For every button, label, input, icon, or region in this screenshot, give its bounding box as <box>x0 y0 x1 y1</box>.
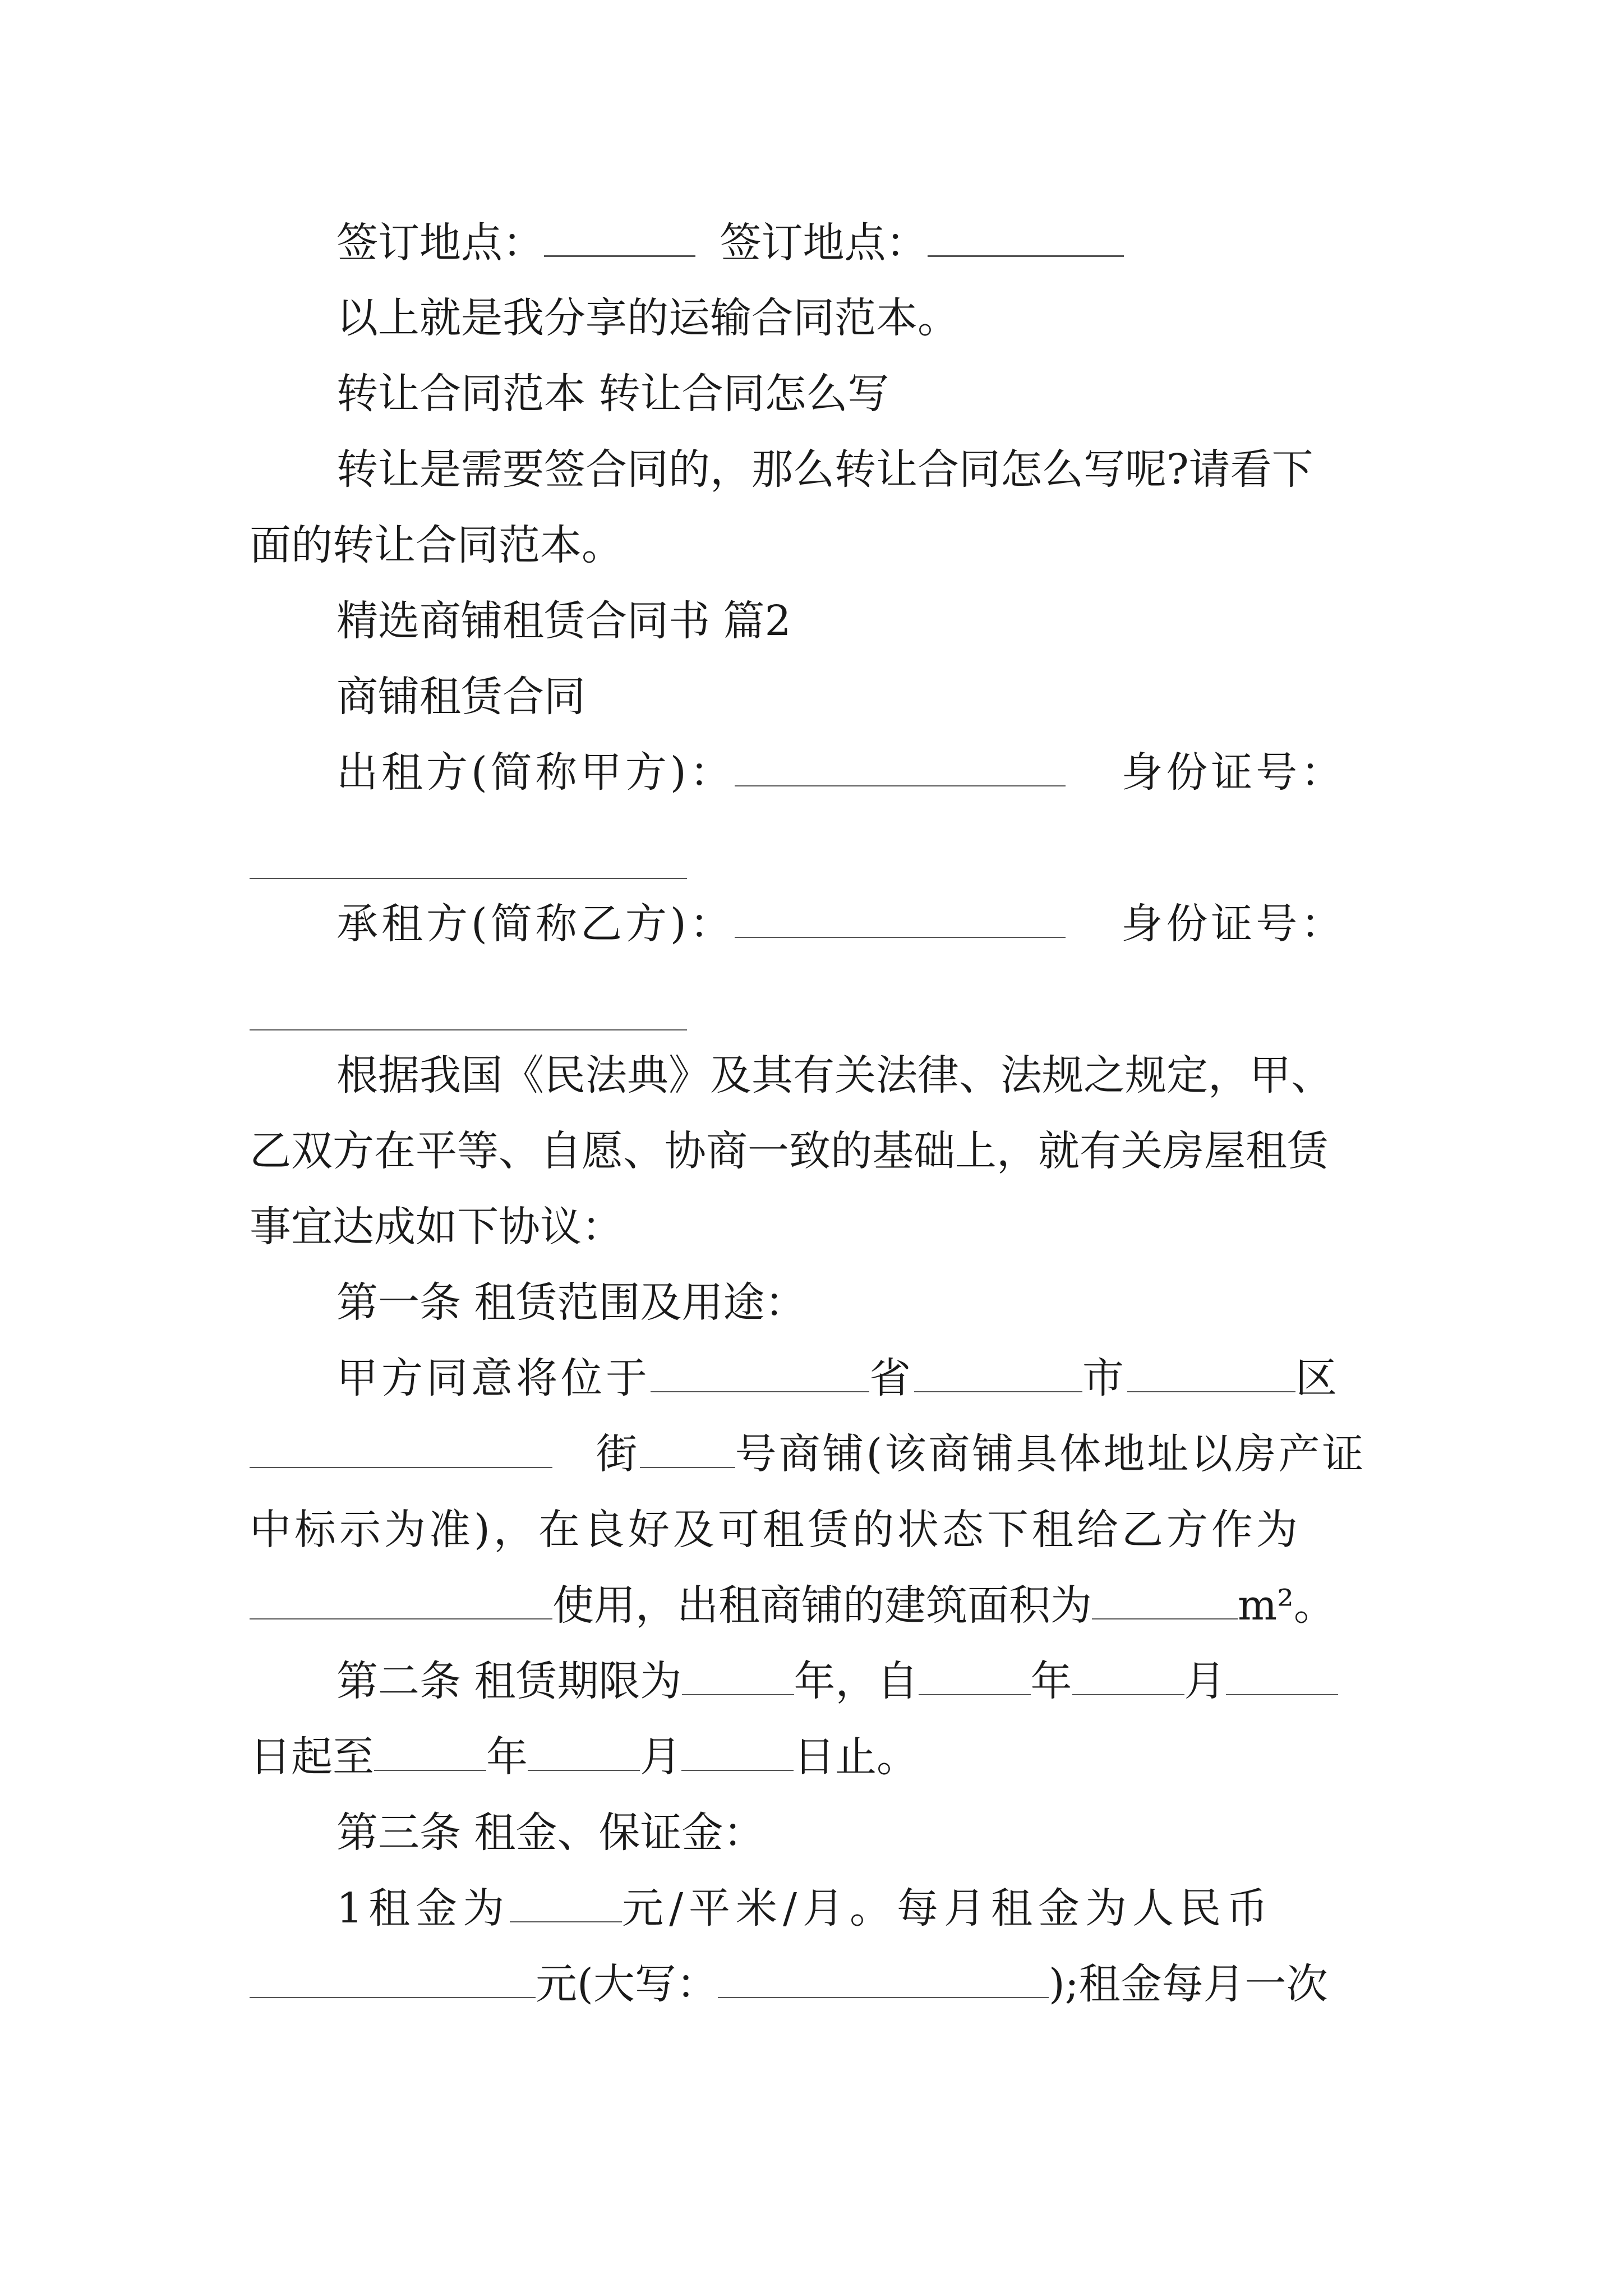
city-blank <box>914 1358 1082 1392</box>
lessor-name-blank <box>735 752 1066 786</box>
year-label: 年 <box>1030 1657 1072 1705</box>
lessee-id-label: 身份证号： <box>1121 900 1346 948</box>
from-day-blank <box>1226 1660 1338 1695</box>
shop-number-label: 号商铺(该商铺具体地址以房产证 <box>735 1430 1366 1478</box>
rent-line <box>336 1884 1274 1932</box>
rent-uppercase-blank <box>718 1963 1049 1998</box>
day-from-label: 日起至 <box>250 1733 374 1781</box>
from-month-blank <box>1072 1660 1184 1695</box>
address-label: 甲方同意将位于 <box>336 1354 651 1402</box>
area-unit: m²。 <box>1238 1581 1335 1630</box>
rent-per-sqm-blank <box>510 1888 622 1922</box>
lessee-name-blank <box>735 903 1066 938</box>
paragraph-line: 乙双方在平等、自愿、协商一致的基础上，就有关房屋租赁 <box>250 1127 1329 1175</box>
to-year-label: 年 <box>486 1733 528 1781</box>
lessor-id-line <box>250 844 687 886</box>
rent-amount-line <box>250 1960 1328 2008</box>
heading-line: 转让合同范本 转让合同怎么写 <box>336 370 889 418</box>
section-title: 精选商铺租赁合同书 篇2 <box>336 597 791 645</box>
article-2-end-line <box>250 1733 918 1781</box>
street-label: 街 <box>596 1430 640 1478</box>
from-year-blank <box>919 1660 1031 1695</box>
province-blank <box>651 1358 869 1392</box>
lessee-id-blank <box>250 1027 687 1030</box>
to-month-label: 月 <box>640 1733 681 1781</box>
paragraph-line: 转让是需要签合同的，那么转让合同怎么写呢?请看下 <box>336 445 1313 494</box>
lessor-id-label: 身份证号： <box>1121 748 1346 797</box>
district-label: 区 <box>1295 1354 1340 1402</box>
to-day-blank <box>681 1736 794 1771</box>
article-3-title: 第三条 租金、保证金： <box>336 1809 765 1857</box>
signing-place-line <box>336 219 1124 267</box>
rent-label: 1租金为 <box>336 1884 510 1932</box>
province-label: 省 <box>869 1354 914 1402</box>
lessee-line <box>336 900 1346 948</box>
address-line <box>336 1354 1340 1402</box>
rent-amount-blank <box>250 1963 536 1998</box>
contract-title: 商铺租赁合同 <box>336 673 585 721</box>
city-label: 市 <box>1082 1354 1127 1402</box>
signing-place-label-a: 签订地点： <box>336 219 544 267</box>
signing-place-label-b: 签订地点： <box>720 219 928 267</box>
number-blank <box>640 1433 735 1468</box>
lessee-id-line <box>250 996 687 1037</box>
term-years-blank <box>682 1660 794 1695</box>
paragraph-line: 根据我国《民法典》及其有关法律、法规之规定，甲、 <box>336 1051 1332 1099</box>
rent-payment-label: );租金每月一次 <box>1048 1960 1328 2008</box>
term-label: 第二条 租赁期限为 <box>336 1657 682 1705</box>
article-2-line <box>336 1657 1338 1705</box>
rent-amount-label: 元(大写： <box>536 1960 718 2008</box>
lessor-line <box>336 748 1346 797</box>
usage-blank <box>250 1585 552 1619</box>
usage-label: 使用，出租商铺的建筑面积为 <box>552 1581 1092 1630</box>
lessor-label: 出租方(简称甲方)： <box>336 748 735 797</box>
signing-place-blank-a <box>544 222 695 257</box>
rent-unit-label: 元/平米/月。每月租金为人民币 <box>622 1884 1274 1932</box>
article-1-title: 第一条 租赁范围及用途： <box>336 1278 806 1327</box>
paragraph-line: 面的转让合同范本。 <box>250 521 623 569</box>
lessor-id-blank <box>250 876 687 879</box>
area-blank <box>1092 1585 1238 1619</box>
from-year-label: 年，自 <box>794 1657 919 1705</box>
lessee-label: 承租方(简称乙方)： <box>336 900 735 948</box>
to-day-label: 日止。 <box>794 1733 918 1781</box>
month-label: 月 <box>1184 1657 1226 1705</box>
paragraph-line: 中标示为准)，在良好及可租赁的状态下租给乙方作为 <box>250 1506 1301 1554</box>
to-month-blank <box>528 1736 640 1771</box>
usage-line <box>250 1581 1335 1630</box>
paragraph-line: 以上就是我分享的运输合同范本。 <box>336 294 959 342</box>
street-line <box>250 1430 1366 1478</box>
district-blank <box>1127 1358 1295 1392</box>
signing-place-blank-b <box>928 222 1124 257</box>
to-year-blank <box>374 1736 486 1771</box>
street-blank <box>250 1433 552 1468</box>
paragraph-line: 事宜达成如下协议： <box>250 1203 623 1251</box>
